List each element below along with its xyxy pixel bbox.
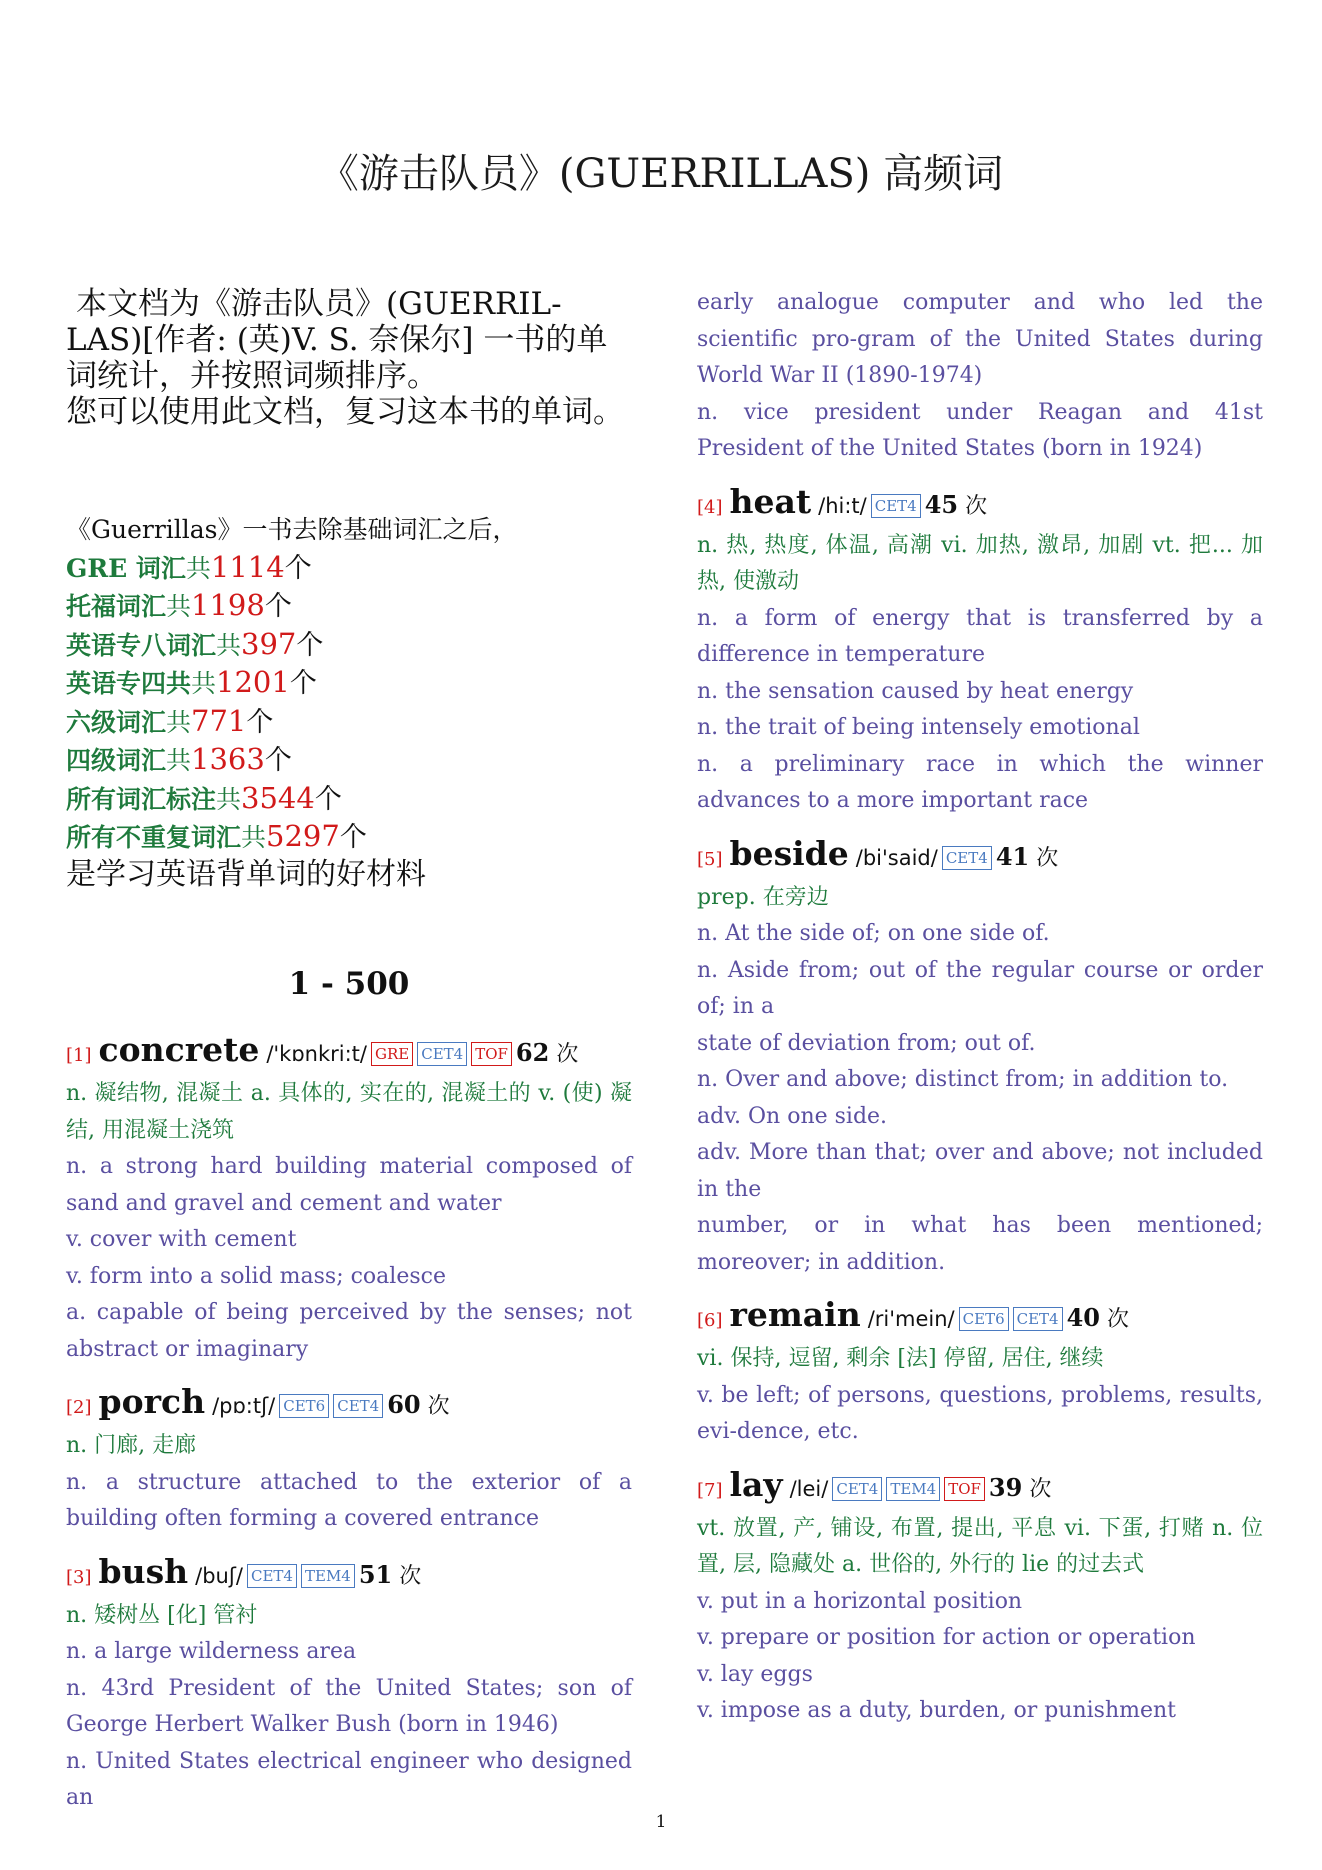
english-definition: n. At the side of; on one side of. (697, 921, 1050, 946)
headword-line (66, 1030, 632, 1076)
stats-row (66, 587, 632, 626)
stats-label: 四级词汇 (66, 746, 167, 775)
stats-unit: 个 (246, 706, 274, 738)
continued-entry (697, 285, 1263, 468)
count-suffix: 次 (556, 1042, 579, 1067)
english-definition: v. prepare or position for action or operation (697, 1625, 1196, 1650)
range-heading: 1 - 500 (288, 966, 410, 1002)
headword: bush (98, 1551, 189, 1591)
page-title: 《游击队员》(GUERRILLAS) 高频词 (318, 151, 1004, 197)
english-definition: n. a strong hard building material composed of sand and gravel and cement and water (66, 1154, 632, 1216)
entry-index: [5] (697, 848, 723, 870)
chinese-definition: vt. 放置, 产, 铺设, 布置, 提出, 平息 vi. 下蛋, 打赌 n. 位置, 层, 隐藏处 a. 世俗的, 外行的 lie 的过去式 (697, 1515, 1263, 1577)
exam-tag: TEM4 (301, 1564, 355, 1588)
exam-tag: CET4 (247, 1564, 297, 1588)
chinese-definition: vi. 保持, 逗留, 剩余 [法] 停留, 居住, 继续 (697, 1346, 1104, 1371)
exam-tag: CET4 (871, 494, 921, 518)
english-definition: number, or in what has been mentioned; moreover; in addition. (697, 1213, 1263, 1275)
headword-line (66, 1552, 632, 1598)
english-definition: n. a preliminary race in which the winner advances to a more important race (697, 751, 1263, 813)
english-definition: state of deviation from; out of. (697, 1030, 1036, 1056)
stats-row (66, 741, 632, 780)
stats-last-line: 是学习英语背单词的好材料 (66, 856, 426, 892)
exam-tag: CET4 (832, 1477, 882, 1501)
exam-tag: TOF (471, 1042, 512, 1066)
word-entry (66, 1030, 632, 1368)
count-suffix: 次 (399, 1563, 422, 1589)
stats-unit: 个 (264, 591, 292, 622)
headword: porch (98, 1382, 206, 1421)
frequency-count: 62 (515, 1038, 550, 1067)
frequency-count: 40 (1066, 1303, 1101, 1332)
stats-label: 所有词汇标注 (66, 784, 217, 814)
entry-gap (697, 1730, 1263, 1744)
exam-tag: CET4 (333, 1394, 383, 1418)
entry-gap (697, 1281, 1263, 1295)
english-definition: v. be left; of persons, questions, problems, results, evi-dence, etc. (697, 1382, 1263, 1444)
chinese-definition: n. 热, 热度, 体温, 高潮 vi. 加热, 激昂, 加剧 vt. 把... 加热, 使激动 (697, 532, 1263, 594)
count-suffix: 次 (1036, 845, 1059, 871)
exam-tag: CET4 (1013, 1307, 1063, 1331)
intro-line-1: 本文档为《游击队员》(GUERRIL-LAS)[作者: (英)V. S. 奈保尔] 一书的单词统计，并按照词频排序。 (66, 286, 608, 394)
word-entry (697, 834, 1263, 1282)
entry-gap (66, 1368, 632, 1382)
exam-tag: GRE (371, 1042, 413, 1066)
count-suffix: 次 (1107, 1307, 1130, 1332)
english-definition: n. a large wilderness area (66, 1639, 357, 1664)
stats-label: 六级词汇 (66, 707, 167, 737)
page-number: 1 (655, 1812, 667, 1832)
headword: concrete (98, 1030, 260, 1069)
word-entry (697, 482, 1263, 820)
stats-row (66, 664, 632, 703)
phonetic: /buʃ/ (195, 1563, 243, 1588)
stats-count: 1201 (216, 665, 290, 699)
english-definition: adv. On one side. (697, 1103, 888, 1129)
english-definition: n. Over and above; distinct from; in addition to. (697, 1067, 1229, 1092)
stats-row (66, 703, 632, 742)
english-definition: n. a structure attached to the exterior of a building often forming a covered entrance (66, 1469, 632, 1531)
english-definition: v. impose as a duty, burden, or punishment (697, 1698, 1177, 1723)
chinese-definition: prep. 在旁边 (697, 884, 829, 910)
stats-count: 1114 (210, 549, 285, 584)
english-definition: v. cover with cement (66, 1227, 297, 1252)
exam-tag: CET4 (417, 1042, 467, 1066)
phonetic: /bi'said/ (855, 845, 938, 870)
phonetic: /pɒ:tʃ/ (212, 1394, 276, 1418)
stats-row (66, 780, 632, 819)
stats-gong: 共 (191, 669, 217, 698)
word-entry (697, 1465, 1263, 1730)
stats-first-line: 《Guerrillas》一书去除基础词汇之后， (66, 515, 518, 544)
stats-unit: 个 (284, 552, 312, 584)
stats-label: 所有不重复词汇 (66, 823, 242, 852)
stats-unit: 个 (289, 668, 317, 699)
stats-row (66, 626, 632, 665)
stats-count: 5297 (266, 819, 340, 853)
frequency-count: 41 (995, 841, 1030, 871)
stats-label: 托福词汇 (66, 592, 167, 621)
stats-gong: 共 (241, 823, 267, 852)
right-column (697, 285, 1263, 1744)
entry-index: [2] (66, 1397, 92, 1418)
chinese-definition: n. 凝结物, 混凝土 a. 具体的, 实在的, 混凝土的 v. (使) 凝结, 用混凝土浇筑 (66, 1081, 632, 1143)
stats-gong: 共 (185, 553, 211, 583)
stats-unit: 个 (314, 783, 342, 815)
entry-gap (697, 1451, 1263, 1465)
entry-gap (697, 468, 1263, 482)
english-definition: n. vice president under Reagan and 41st President of the United States (born in 1924) (697, 399, 1263, 461)
exam-tag: TOF (944, 1477, 985, 1501)
stats-gong: 共 (166, 707, 192, 737)
english-definition: n. the sensation caused by heat energy (697, 678, 1134, 704)
english-definition: n. the trait of being intensely emotional (697, 715, 1140, 740)
stats-count: 771 (191, 703, 247, 738)
stats-gong: 共 (166, 746, 192, 775)
stats-label: 英语专八词汇 (66, 630, 217, 660)
stats-list (66, 549, 632, 857)
stats-unit: 个 (296, 629, 324, 661)
headword: lay (729, 1464, 783, 1504)
entry-index: [3] (66, 1566, 92, 1588)
frequency-count: 45 (924, 489, 959, 519)
exam-tag: TEM4 (886, 1477, 940, 1501)
english-definition: v. put in a horizontal position (697, 1588, 1023, 1614)
exam-tag: CET4 (942, 846, 992, 870)
exam-tag: CET6 (279, 1394, 329, 1418)
headword: beside (729, 833, 849, 873)
exam-tag: CET6 (959, 1307, 1009, 1331)
entry-gap (66, 1538, 632, 1552)
english-definition: v. lay eggs (697, 1661, 813, 1687)
entry-index: [1] (66, 1045, 92, 1066)
stats-row (66, 818, 632, 857)
english-definition: n. 43rd President of the United States; son of George Herbert Walker Bush (born in 1946) (66, 1675, 632, 1737)
count-suffix: 次 (1029, 1476, 1052, 1502)
stats-count: 1363 (191, 742, 265, 776)
word-entry (66, 1552, 632, 1817)
frequency-count: 51 (358, 1559, 393, 1589)
headword-line (697, 1465, 1263, 1511)
vocabulary-stats (66, 512, 632, 893)
headword-line (697, 834, 1263, 880)
frequency-count: 39 (988, 1472, 1023, 1502)
count-suffix: 次 (965, 493, 988, 519)
english-definition: n. Aside from; out of the regular course or order of; in a (697, 957, 1263, 1019)
phonetic: /hi:t/ (818, 493, 867, 518)
phonetic: /ri'mein/ (867, 1307, 955, 1331)
intro-line-2: 您可以使用此文档，复习这本书的单词。 (66, 394, 624, 430)
english-definition: n. a form of energy that is transferred by a difference in temperature (697, 605, 1263, 667)
stats-gong: 共 (166, 592, 192, 621)
headword-line (66, 1382, 632, 1428)
english-definition: a. capable of being perceived by the senses; not abstract or imaginary (66, 1300, 632, 1362)
english-definition: v. form into a solid mass; coalesce (66, 1263, 446, 1289)
english-definition: n. United States electrical engineer who designed an (66, 1748, 632, 1810)
english-definition: adv. More than that; over and above; not included in the (697, 1140, 1263, 1202)
phonetic: /lei/ (789, 1476, 829, 1501)
stats-label: 英语专四共 (66, 669, 192, 698)
chinese-definition: n. 门廊, 走廊 (66, 1433, 197, 1458)
entry-index: [6] (697, 1310, 723, 1331)
headword: heat (729, 481, 812, 521)
chinese-definition: n. 矮树丛 [化] 管衬 (66, 1602, 258, 1628)
entry-index: [4] (697, 496, 723, 518)
stats-count: 3544 (241, 780, 315, 815)
entry-gap (697, 820, 1263, 834)
intro-text (66, 286, 632, 430)
stats-gong: 共 (216, 784, 242, 814)
left-column (66, 1030, 632, 1831)
stats-count: 1198 (191, 588, 265, 622)
frequency-count: 60 (387, 1390, 421, 1419)
stats-label: GRE 词汇 (66, 553, 186, 583)
count-suffix: 次 (427, 1394, 450, 1419)
stats-unit: 个 (264, 745, 292, 776)
headword-line (697, 482, 1263, 528)
word-entry (66, 1382, 632, 1538)
word-entry (697, 1295, 1263, 1451)
entry-index: [7] (697, 1479, 723, 1501)
stats-unit: 个 (339, 822, 367, 853)
english-definition: early analogue computer and who led the scientific pro-gram of the United States during World War II (1890-1974) (697, 290, 1263, 388)
stats-gong: 共 (216, 630, 242, 660)
stats-row (66, 549, 632, 588)
stats-count: 397 (241, 626, 297, 661)
headword: remain (729, 1295, 861, 1334)
headword-line (697, 1295, 1263, 1341)
phonetic: /'kɒnkri:t/ (266, 1042, 367, 1066)
